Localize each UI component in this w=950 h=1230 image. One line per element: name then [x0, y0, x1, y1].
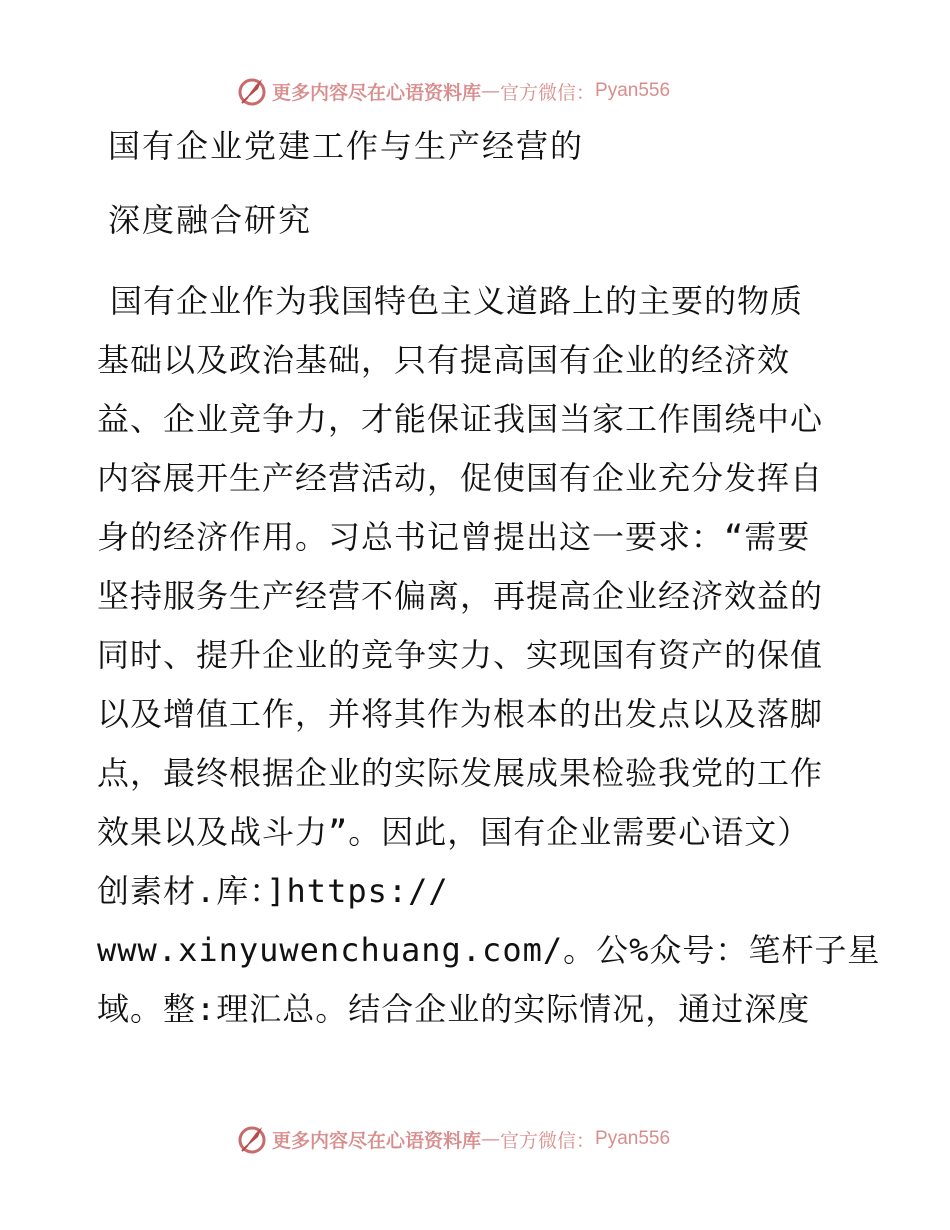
body-line: 点，最终根据企业的实际发展成果检验我党的工作 [97, 754, 824, 792]
body-line: 以及增值工作，并将其作为根本的出发点以及落脚 [97, 695, 824, 733]
body-line: 坚持服务生产经营不偏离，再提高企业经济效益的 [97, 577, 824, 615]
watermark-wechat-label: 官方微信： [500, 81, 596, 104]
watermark-separator: — [481, 1128, 501, 1150]
document-body [97, 272, 881, 1039]
body-line: 同时、提升企业的竞争实力、实现国有资产的保值 [97, 636, 824, 674]
quill-pen-logo-icon [236, 75, 268, 107]
body-line: 基础以及政治基础，只有提高国有企业的经济效 [97, 341, 791, 379]
body-line: 效果以及战斗力”。因此，国有企业需要心语文） [97, 813, 811, 851]
watermark-wechat-id: Pyan556 [595, 1128, 671, 1149]
quill-pen-logo-icon [236, 1123, 268, 1155]
body-line: 域。整:理汇总。结合企业的实际情况，通过深度 [97, 990, 811, 1028]
body-line: 身的经济作用。习总书记曾提出这一要求：“需要 [97, 518, 811, 556]
document-title-line-2: 深度融合研究 [108, 201, 313, 239]
watermark-separator: — [481, 80, 501, 102]
body-line: 创素材.库：]https:// [97, 872, 449, 910]
body-line: 益、企业竞争力，才能保证我国当家工作围绕中心 [97, 400, 824, 438]
watermark-brand-text: 更多内容尽在心语资料库 [272, 1129, 482, 1152]
header-watermark [236, 74, 670, 108]
document-title-line-1: 国有企业党建工作与生产经营的 [108, 127, 585, 165]
watermark-brand-text: 更多内容尽在心语资料库 [272, 81, 482, 104]
watermark-wechat-id: Pyan556 [595, 80, 671, 101]
watermark-wechat-label: 官方微信： [500, 1129, 596, 1152]
body-line: 国有企业作为我国特色主义道路上的主要的物质 [110, 282, 804, 320]
footer-watermark [236, 1122, 670, 1156]
body-line: www.xinyuwenchuang.com/。公%众号：笔杆子星 [97, 931, 881, 969]
body-line: 内容展开生产经营活动，促使国有企业充分发挥自 [97, 459, 824, 497]
